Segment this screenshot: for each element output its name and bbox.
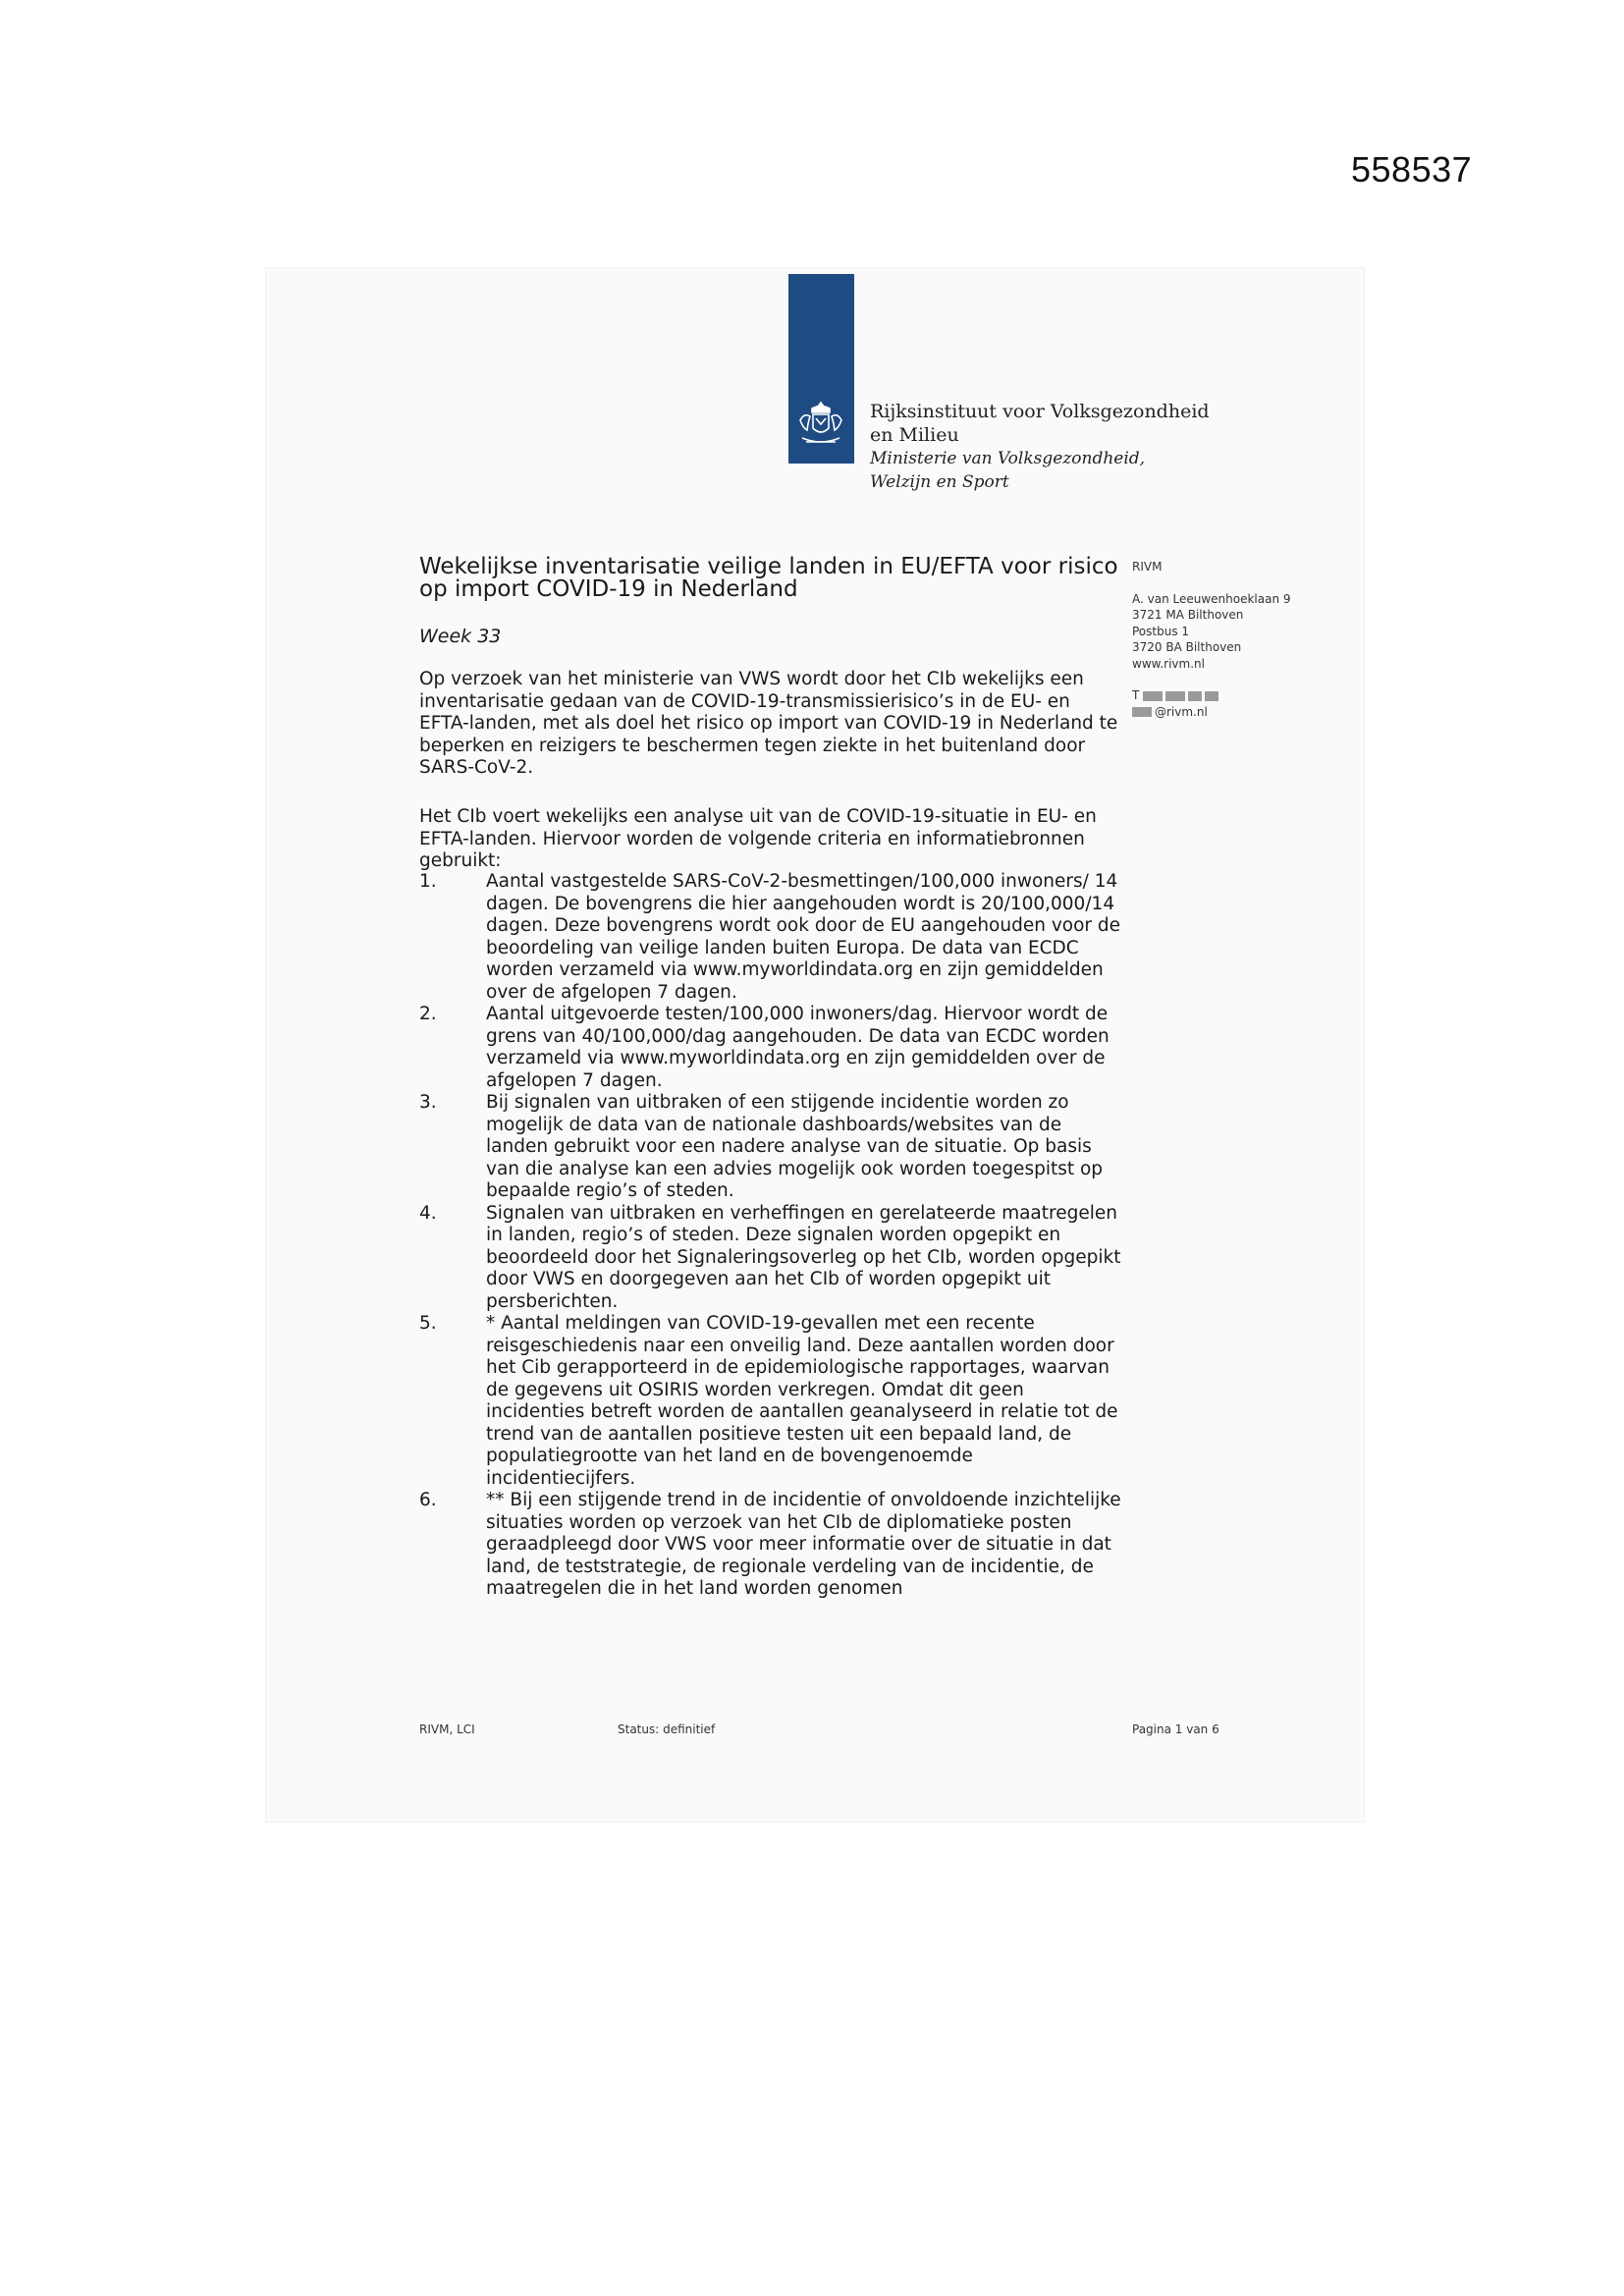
- document-title: Wekelijkse inventarisatie veilige landen in EU/EFTA voor risico op import COVID-19 in Nederland: [419, 554, 1118, 602]
- criteria-item: [419, 1490, 1122, 1601]
- criteria-text: ** Bij een stijgende trend in de incidentie of onvoldoende inzichtelijke situaties worden op verzoek van het CIb de diplomatieke posten geraadpleegd door VWS voor meer informatie over de situatie in dat land, de teststrategie, de regionale verdeling van de incidentie, de maatregelen die in het land worden genomen: [486, 1490, 1121, 1599]
- criteria-number: 5.: [419, 1313, 437, 1334]
- criteria-text: Bij signalen van uitbraken of een stijgende incidentie worden zo mogelijk de data van de nationale dashboards/websites van de landen gebruikt voor een nadere analyse van de situatie. Op basis van die analyse kan een advies mogelijk ook worden toegespitst op bepaalde regio’s of steden.: [486, 1092, 1104, 1201]
- redaction-mark: [1165, 691, 1185, 701]
- criteria-text: Signalen van uitbraken en verheffingen en gerelateerde maatregelen in landen, regio’s of steden. Deze signalen worden opgepikt en beoordeeld door het Signaleringsoverleg op het CIb, worden opgepikt door VWS en doorgegeven aan het CIb of worden opgepikt uit persberichten.: [486, 1202, 1121, 1312]
- criteria-list: [419, 871, 1122, 1601]
- analysis-paragraph: Het CIb voert wekelijks een analyse uit van de COVID-19-situatie in EU- en EFTA-landen. Hiervoor worden de volgende criteria en informatiebronnen gebruikt:: [419, 806, 1097, 871]
- criteria-item: [419, 1313, 1122, 1490]
- footer-department: RIVM, LCI: [419, 1722, 475, 1736]
- criteria-item: [419, 871, 1122, 1004]
- document-number: 558537: [1351, 149, 1473, 190]
- organization-name-line2: en Milieu: [870, 424, 959, 446]
- criteria-text: * Aantal meldingen van COVID-19-gevallen met een recente reisgeschiedenis naar een onveilig land. Deze aantallen worden door het Cib gerapporteerd in de epidemiologische rapportages, waarvan de gegevens uit OSIRIS worden verkregen. Omdat dit geen incidenties betreft worden de aantallen geanalyseerd in relatie tot de trend van de aantallen positieve testen uit een bepaald land, de populatiegrootte van het land en de bovengenoemde incidentiecijfers.: [486, 1313, 1118, 1489]
- criteria-number: 4.: [419, 1202, 437, 1224]
- phone-line: [1132, 687, 1291, 704]
- criteria-item: [419, 1203, 1122, 1314]
- redaction-mark: [1132, 707, 1152, 717]
- logo-bar: [788, 274, 854, 464]
- sidebar-org: RIVM: [1132, 560, 1163, 574]
- redaction-mark: [1143, 691, 1163, 701]
- redaction-mark: [1188, 691, 1202, 701]
- redaction-mark: [1205, 691, 1218, 701]
- coat-of-arms-icon: [792, 399, 849, 448]
- criteria-item: [419, 1092, 1122, 1203]
- organization-block: [870, 400, 1210, 494]
- criteria-number: 6.: [419, 1490, 437, 1510]
- week-label: Week 33: [419, 626, 502, 647]
- contact-block: [1132, 687, 1291, 720]
- criteria-text: Aantal uitgevoerde testen/100,000 inwoners/dag. Hiervoor wordt de grens van 40/100,000/dag aangehouden. De data van ECDC worden verzameld via www.myworldindata.org en zijn gemiddelden over de afgelopen 7 dagen.: [486, 1004, 1110, 1091]
- address-line: 3721 MA Bilthoven: [1132, 608, 1244, 622]
- email-line: [1132, 704, 1291, 721]
- sender-sidebar: [1132, 559, 1291, 720]
- criteria-item: [419, 1004, 1122, 1092]
- website-link[interactable]: www.rivm.nl: [1132, 656, 1205, 671]
- ministry-name-line2: Welzijn en Sport: [870, 472, 1009, 492]
- intro-paragraph: Op verzoek van het ministerie van VWS wordt door het CIb wekelijks een inventarisatie gedaan van de COVID-19-transmissierisico’s in de EU- en EFTA-landen, met als doel het risico op import van COVID-19 in Nederland te beperken en reizigers te beschermen tegen ziekte in het buitenland door SARS-CoV-2.: [419, 669, 1118, 778]
- address-line: A. van Leeuwenhoeklaan 9: [1132, 591, 1291, 606]
- address-line: 3720 BA Bilthoven: [1132, 640, 1242, 654]
- email-suffix: @rivm.nl: [1155, 704, 1208, 719]
- footer-page-number: Pagina 1 van 6: [1132, 1722, 1219, 1736]
- criteria-text: Aantal vastgestelde SARS-CoV-2-besmettingen/100,000 inwoners/ 14 dagen. De bovengrens die hier aangehouden wordt is 20/100,000/14 dagen. Deze bovengrens wordt ook door de EU aangehouden voor de beoordeling van veilige landen buiten Europa. De data van ECDC worden verzameld via www.myworldindata.org en zijn gemiddelden over de afgelopen 7 dagen.: [486, 871, 1121, 1003]
- phone-prefix: T: [1132, 688, 1140, 702]
- criteria-number: 2.: [419, 1004, 437, 1024]
- criteria-number: 3.: [419, 1092, 437, 1113]
- footer-status: Status: definitief: [618, 1722, 716, 1736]
- organization-name: Rijksinstituut voor Volksgezondheid: [870, 401, 1210, 422]
- address-line: Postbus 1: [1132, 624, 1190, 638]
- ministry-name: Ministerie van Volksgezondheid,: [870, 449, 1146, 468]
- criteria-number: 1.: [419, 871, 437, 892]
